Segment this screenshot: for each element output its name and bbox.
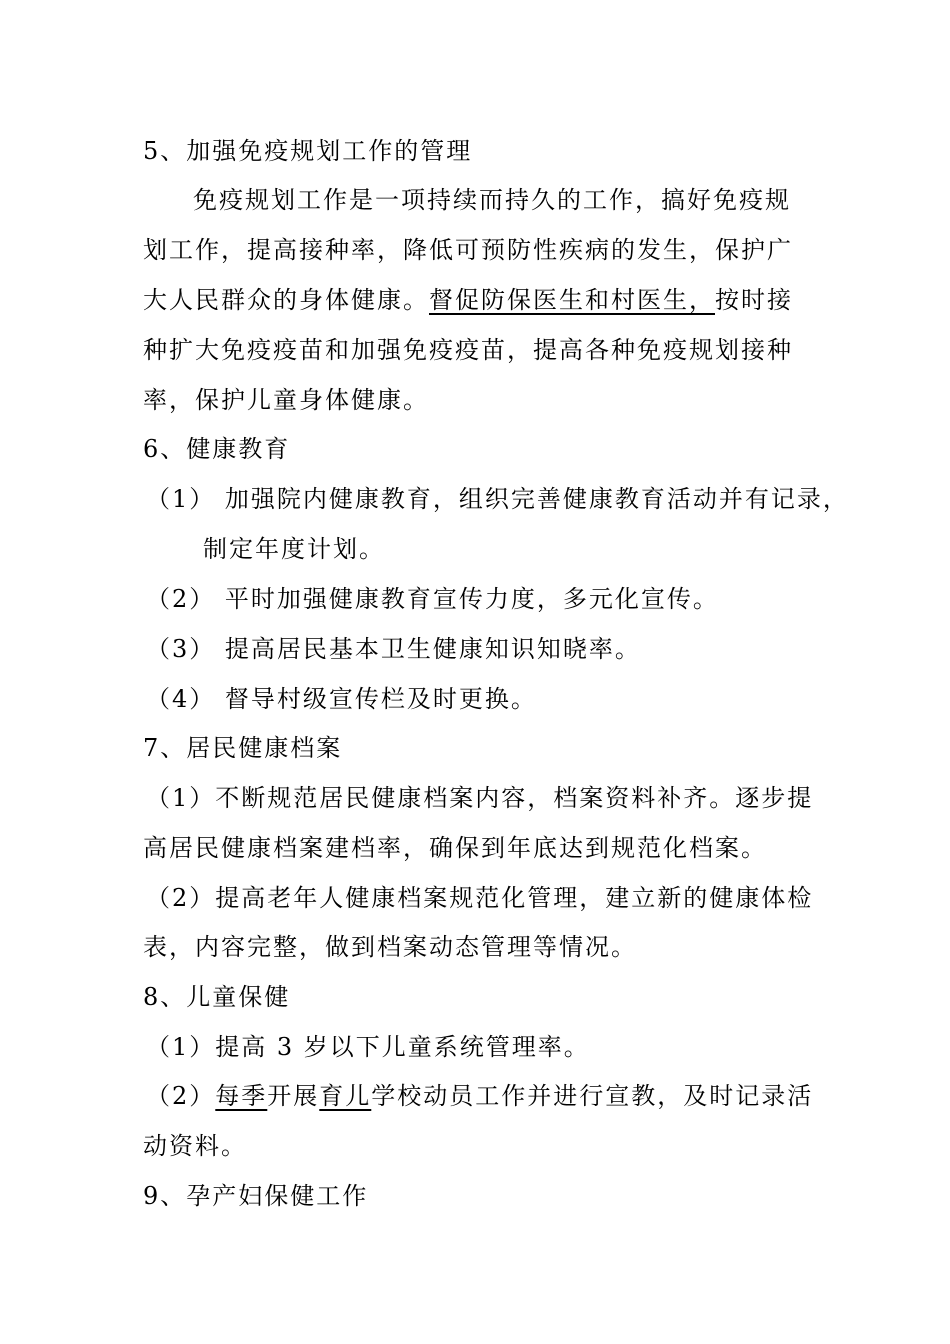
section-8-heading: 8、儿童保健	[143, 983, 291, 1011]
section-5-paragraph-line-3	[143, 284, 793, 316]
section-7-item-1-line-2: 高居民健康档案建档率，确保到年底达到规范化档案。	[143, 834, 767, 862]
section-6-item-1-line-1: （1） 加强院内健康教育，组织完善健康教育活动并有记录，	[146, 485, 849, 513]
section-9-heading: 9、孕产妇保健工作	[143, 1182, 369, 1210]
section-7-heading: 7、居民健康档案	[143, 734, 343, 762]
section-8-item-2-line-2: 动资料。	[143, 1132, 247, 1160]
underlined-text: 育儿	[319, 1082, 372, 1110]
section-8-item-1: （1）提高 3 岁以下儿童系统管理率。	[146, 1033, 590, 1061]
section-5-heading: 5、加强免疫规划工作的管理	[143, 137, 473, 165]
section-5-paragraph-line-2: 划工作，提高接种率，降低可预防性疾病的发生，保护广	[143, 236, 793, 264]
section-5-text: 大人民群众的身体健康。	[143, 286, 429, 314]
section-7-item-1-line-1: （1）不断规范居民健康档案内容，档案资料补齐。逐步提	[146, 784, 814, 812]
underlined-text: 督促防保医生和村医生，	[429, 286, 715, 314]
section-5-paragraph-line-1: 免疫规划工作是一项持续而持久的工作，搞好免疫规	[193, 186, 791, 214]
section-5-paragraph-line-5: 率，保护儿童身体健康。	[143, 386, 429, 414]
section-5-paragraph-line-4: 种扩大免疫疫苗和加强免疫疫苗，提高各种免疫规划接种	[143, 336, 793, 364]
section-6-heading: 6、健康教育	[143, 435, 291, 463]
section-6-item-1-line-2: 制定年度计划。	[203, 535, 385, 563]
section-7-item-2-line-2: 表，内容完整，做到档案动态管理等情况。	[143, 933, 637, 961]
section-6-item-4: （4） 督导村级宣传栏及时更换。	[146, 685, 537, 713]
section-6-item-3: （3） 提高居民基本卫生健康知识知晓率。	[146, 635, 641, 663]
section-8-text: 学校动员工作并进行宣教，及时记录活	[371, 1082, 814, 1110]
section-6-item-2: （2） 平时加强健康教育宣传力度，多元化宣传。	[146, 585, 719, 613]
section-8-text: 开展	[267, 1082, 320, 1110]
section-5-text: 按时接	[715, 286, 793, 314]
underlined-text: 每季	[215, 1082, 268, 1110]
section-8-item-2-line-1	[146, 1080, 813, 1112]
section-8-text: （2）	[146, 1082, 216, 1110]
section-7-item-2-line-1: （2）提高老年人健康档案规范化管理，建立新的健康体检	[146, 884, 814, 912]
